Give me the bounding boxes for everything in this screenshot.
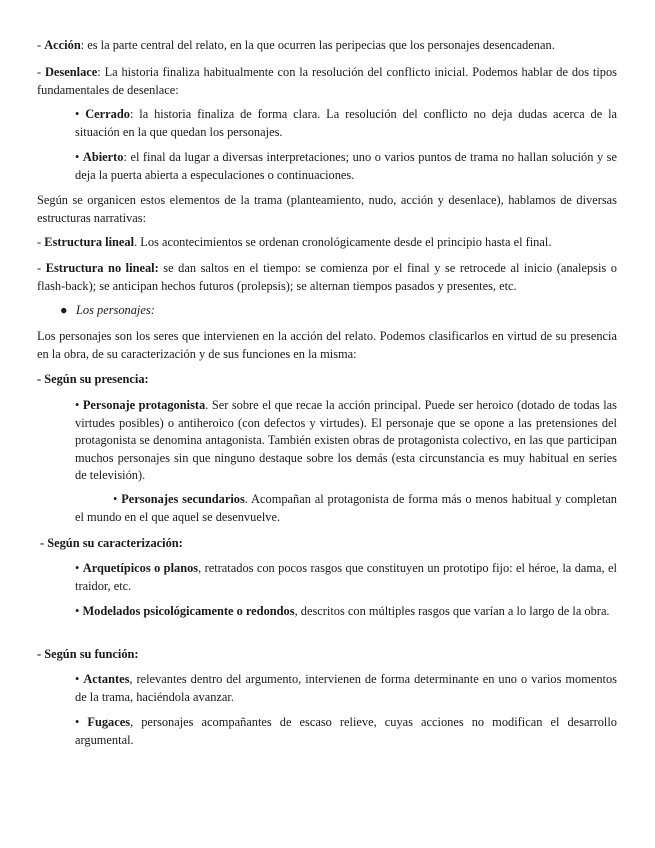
term-actantes: Actantes <box>83 672 130 686</box>
bullet-icon: ● <box>60 303 68 317</box>
term-abierto: Abierto <box>82 150 124 164</box>
term-estructura-no-lineal: Estructura no lineal: <box>45 261 159 275</box>
term-fugaces: Fugaces <box>87 715 131 729</box>
list-item-personajes: ● Los personajes: <box>60 302 155 320</box>
heading-segun-funcion: - Según su función: <box>37 647 139 661</box>
heading-segun-presencia: - Según su presencia: <box>37 372 149 386</box>
paragraph-arquetipicos: • Arquetípicos o planos, retratados con pocos rasgos que constituyen un prototipo fijo: el héroe, la dama, el traidor, etc. <box>75 561 617 593</box>
term-protagonista: Personaje protagonista <box>82 398 206 412</box>
term-arquetipicos: Arquetípicos o planos <box>82 561 199 575</box>
paragraph-personajes-intro: Los personajes son los seres que intervienen en la acción del relato. Podemos clasificarlos en virtud de su presencia en la obra, de su caracterización y de sus funciones en la misma: <box>37 329 617 361</box>
term-secundarios: Personajes secundarios <box>121 492 245 506</box>
paragraph-secundarios: • Personajes secundarios. Acompañan al protagonista de forma más o menos habitual y completan el mundo en el que aquel se desenvuelve. <box>75 492 617 524</box>
paragraph-estructura-lineal: - Estructura lineal. Los acontecimientos se ordenan cronológicamente desde el principio hasta el final. <box>37 235 552 249</box>
paragraph-estructuras: Según se organicen estos elementos de la trama (planteamiento, nudo, acción y desenlace), hablamos de diversas estructuras narrativas: <box>37 193 617 225</box>
paragraph-fugaces: • Fugaces, personajes acompañantes de escaso relieve, cuyas acciones no modifican el desarrollo argumental. <box>75 715 617 747</box>
term-modelados: Modelados psicológicamente o redondos <box>82 604 295 618</box>
term-estructura-lineal: Estructura lineal <box>44 235 135 249</box>
heading-segun-caracterizacion: - Según su caracterización: <box>40 536 183 550</box>
paragraph-protagonista: • Personaje protagonista. Ser sobre el que recae la acción principal. Puede ser heroico (dotado de todas las virtudes posibles) o antiheroico (con defectos y virtudes). El personaje que se opone a las pretensiones del protagonista se denomina antagonista. También existen obras de protagonista colectivo, en las que participan muchos personajes sin que ninguno destaque sobre los demás (esta circunstancia es muy habitual en series de televisión). <box>75 398 617 482</box>
term-cerrado: Cerrado <box>85 107 130 121</box>
paragraph-modelados: • Modelados psicológicamente o redondos, descritos con múltiples rasgos que varían a lo largo de la obra. <box>75 604 610 618</box>
paragraph-estructura-no-lineal: - Estructura no lineal: se dan saltos en el tiempo: se comienza por el final y se retrocede al inicio (analepsis o flash-back); se anticipan hechos futuros (prolepsis); se alternan tiempos pasados y presentes, etc. <box>37 261 617 293</box>
paragraph-desenlace: - Desenlace: La historia finaliza habitualmente con la resolución del conflicto inicial. Podemos hablar de dos tipos fundamentales de desenlace: <box>37 65 617 97</box>
term-desenlace: Desenlace <box>44 65 98 79</box>
paragraph-accion: - Acción: es la parte central del relato, en la que ocurren las peripecias que los personajes desencadenan. <box>37 38 555 52</box>
paragraph-cerrado: • Cerrado: la historia finaliza de forma clara. La resolución del conflicto no deja dudas acerca de la situación en la que quedan los personajes. <box>75 107 618 139</box>
term-accion: Acción <box>44 38 81 52</box>
paragraph-abierto: • Abierto: el final da lugar a diversas interpretaciones; uno o varios puntos de trama no hallan solución y se deja la puerta abierta a especulaciones o continuaciones. <box>75 150 618 182</box>
paragraph-actantes: • Actantes, relevantes dentro del argumento, intervienen de forma determinante en uno o varios momentos de la trama, haciéndola avanzar. <box>75 672 617 704</box>
